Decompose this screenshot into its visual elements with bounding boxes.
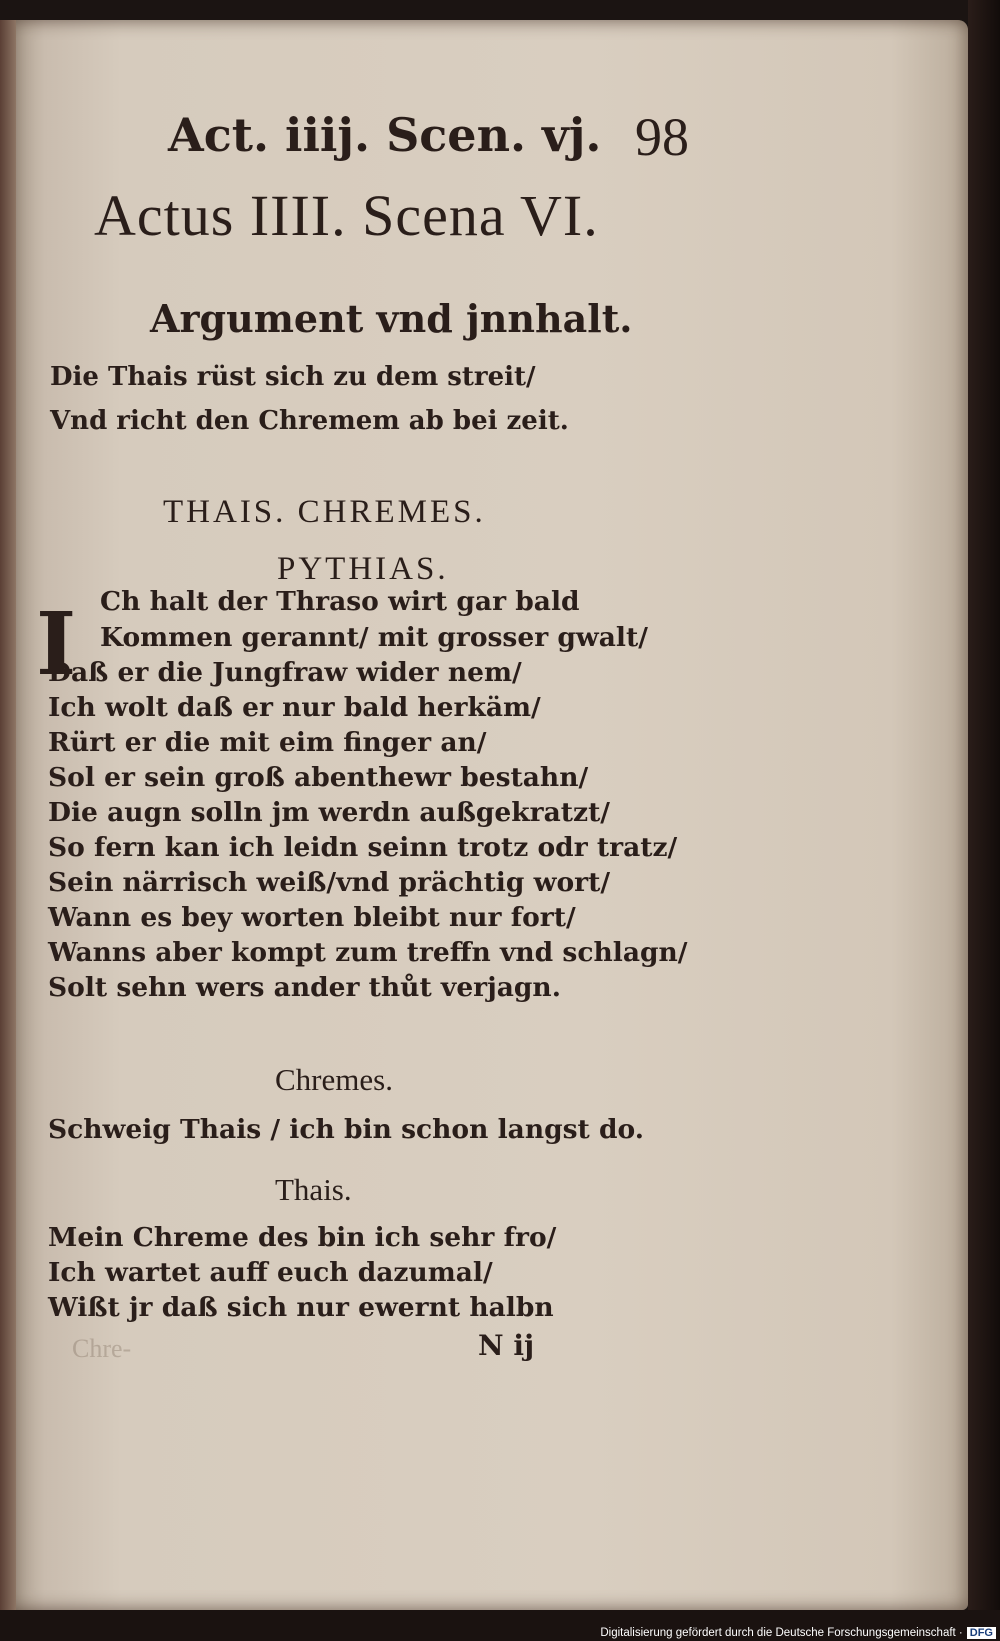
verse-line: Ich wartet auff euch dazumal/ bbox=[48, 1257, 493, 1288]
right-border bbox=[968, 0, 1000, 1641]
speaker-list: PYTHIAS. bbox=[277, 551, 449, 587]
book-spine bbox=[0, 20, 16, 1610]
verse-line: Kommen gerannt/ mit grosser gwalt/ bbox=[100, 622, 648, 653]
speaker-name: Thais. bbox=[275, 1172, 352, 1207]
show-through-text: Chre- bbox=[72, 1334, 132, 1363]
act-scene-title: Actus IIII. Scena VI. bbox=[94, 183, 599, 248]
running-title: Act. iiij. Scen. vj. bbox=[168, 108, 602, 162]
verse-line: Schweig Thais / ich bin schon langst do. bbox=[48, 1114, 644, 1145]
verse-line: Wanns aber kompt zum treffn vnd schlagn/ bbox=[48, 937, 688, 968]
decorated-initial: I bbox=[36, 594, 77, 695]
verse-line: Sein närrisch weiß/vnd prächtig wort/ bbox=[48, 867, 610, 898]
credit-text: Digitalisierung gefördert durch die Deutsche Forschungsgemeinschaft · bbox=[600, 1627, 963, 1639]
speaker-list: THAIS. CHREMES. bbox=[163, 494, 486, 530]
verse-line: Wann es bey worten bleibt nur fort/ bbox=[48, 902, 576, 933]
verse-line: Rürt er die mit eim finger an/ bbox=[48, 727, 487, 758]
verse-line: Solt sehn wers ander thůt verjagn. bbox=[48, 972, 561, 1003]
verse-line: Die augn solln jm werdn außgekratzt/ bbox=[48, 797, 610, 828]
verse-line: Daß er die Jungfraw wider nem/ bbox=[48, 657, 522, 688]
argument-heading: Argument vnd jnnhalt. bbox=[150, 296, 633, 341]
argument-line: Die Thais rüst sich zu dem streit/ bbox=[50, 362, 536, 392]
signature-mark: N ij bbox=[478, 1329, 535, 1362]
verse-line: So fern kan ich leidn seinn trotz odr tratz/ bbox=[48, 832, 678, 863]
verse-line: Mein Chreme des bin ich sehr fro/ bbox=[48, 1222, 557, 1253]
digitization-credit bbox=[600, 1627, 996, 1639]
dfg-logo: DFG bbox=[967, 1627, 996, 1639]
verse-line: Sol er sein groß abenthewr bestahn/ bbox=[48, 762, 589, 793]
verse-line: Ich wolt daß er nur bald herkäm/ bbox=[48, 692, 541, 723]
verse-line: Wißt jr daß sich nur ewernt halbn bbox=[48, 1292, 554, 1323]
argument-line: Vnd richt den Chremem ab bei zeit. bbox=[50, 406, 569, 436]
verse-line: Ch halt der Thraso wirt gar bald bbox=[100, 586, 580, 617]
speaker-name: Chremes. bbox=[275, 1062, 393, 1097]
folio-number: 98 bbox=[635, 107, 689, 167]
